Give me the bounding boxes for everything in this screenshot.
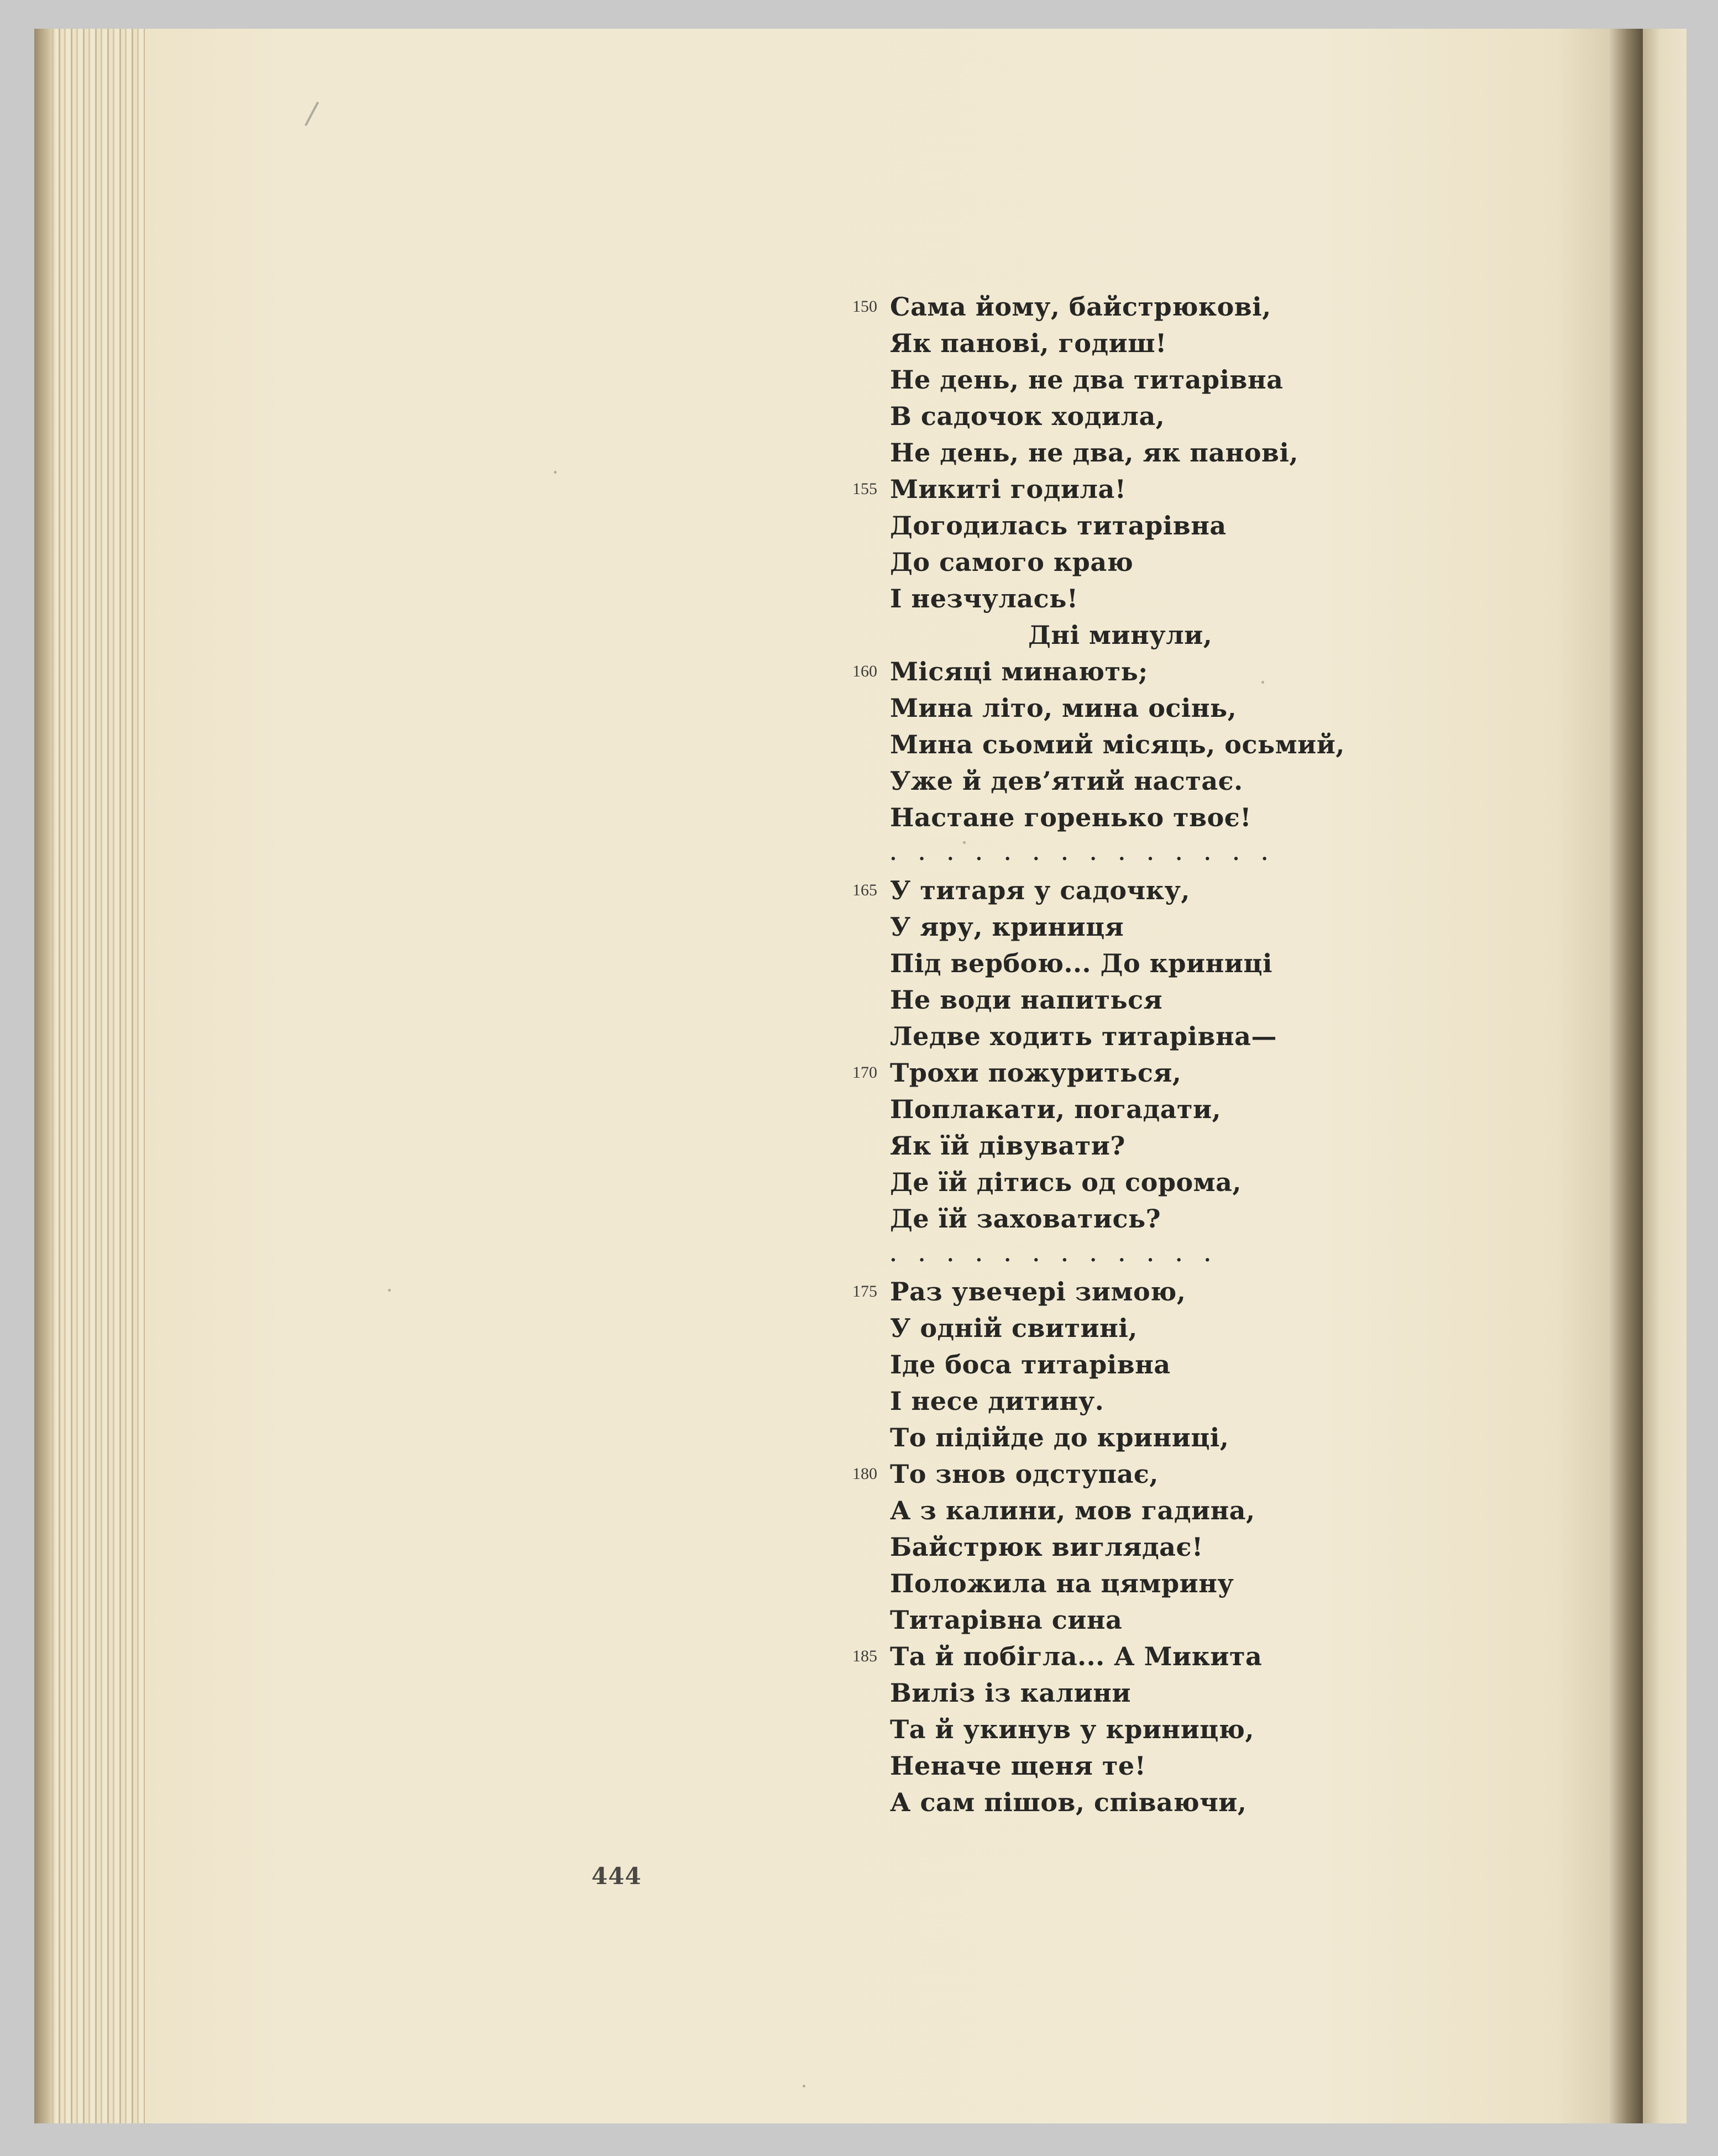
line-number: 165 <box>852 881 877 899</box>
poem-line: 160 Місяці минають; <box>890 653 1148 690</box>
scanned-book-page <box>34 29 1686 2123</box>
poem-line: Як панові, годиш! <box>890 328 1167 358</box>
line-number: 185 <box>852 1647 877 1665</box>
poem-line: До самого краю <box>890 547 1134 577</box>
line-number: 155 <box>852 480 877 498</box>
line-number: 160 <box>852 662 877 680</box>
poem-line: Положила на цямрину <box>890 1569 1234 1598</box>
poem-line: Настане горенько твоє! <box>890 802 1251 832</box>
paper-speck <box>388 1289 391 1292</box>
poem-line: 180 То знов одступає, <box>890 1456 1159 1492</box>
poem-line: Іде боса титарівна <box>890 1350 1171 1379</box>
poem-line: Уже й дев’ятий настає. <box>890 766 1243 796</box>
poem-line: Та й укинув у криницю, <box>890 1714 1254 1744</box>
poem-line: 150 Сама йому, байстрюкові, <box>890 288 1271 325</box>
poem-line: У одній свитині, <box>890 1313 1138 1343</box>
poem-line: Не води напиться <box>890 985 1163 1015</box>
poem-line: 165 У титаря у садочку, <box>890 872 1190 909</box>
line-number: 150 <box>852 297 877 316</box>
poem-line: Під вербою... До криниці <box>890 948 1272 978</box>
line-number: 170 <box>852 1063 877 1082</box>
poem-line: То підійде до криниці, <box>890 1423 1229 1452</box>
book-gutter <box>1610 29 1643 2123</box>
paper-speck <box>803 2085 805 2087</box>
poem-line: Ледве ходить титарівна— <box>890 1021 1277 1051</box>
poem-line: Дні минули, <box>1028 620 1213 650</box>
poem-line: Як їй дівувати? <box>890 1131 1125 1161</box>
ellipsis-row: . . . . . . . . . . . . <box>890 1244 1219 1266</box>
poem-line: Де їй дітись од сорома, <box>890 1167 1242 1197</box>
poem-line: Догодилась титарівна <box>890 511 1227 541</box>
poem-line: 170 Трохи пожуриться, <box>890 1055 1181 1091</box>
poem-line: А з калини, мов гадина, <box>890 1496 1255 1525</box>
ellipsis-row: . . . . . . . . . . . . . . <box>890 843 1276 865</box>
line-number: 175 <box>852 1282 877 1300</box>
page-edge-shadow <box>34 29 56 2123</box>
poem-line: Поплакати, погадати, <box>890 1094 1222 1124</box>
poem-line: Не день, не два титарівна <box>890 365 1284 395</box>
line-number: 180 <box>852 1465 877 1483</box>
poem-line: Виліз із калини <box>890 1678 1131 1708</box>
paper-speck <box>1261 681 1264 684</box>
poem-line: І несе дитину. <box>890 1386 1104 1416</box>
facing-page-edge <box>1643 29 1686 2123</box>
poem-line: Де їй заховатись? <box>890 1204 1161 1234</box>
page-number: 444 <box>591 1863 642 1890</box>
paper-speck <box>554 471 557 474</box>
poem-line: Мина сьомий місяць, осьмий, <box>890 730 1345 759</box>
poem-line: Неначе щеня те! <box>890 1751 1146 1781</box>
poem-line: Титарівна сина <box>890 1605 1123 1635</box>
poem-line: В садочок ходила, <box>890 401 1165 431</box>
poem-line: У яру, криниця <box>890 912 1124 942</box>
poem-line: Байстрюк виглядає! <box>890 1532 1203 1562</box>
poem-line: 185 Та й побігла... А Микита <box>890 1638 1262 1675</box>
poem-line: А сам пішов, співаючи, <box>890 1787 1247 1817</box>
poem-line: І незчулась! <box>890 584 1078 613</box>
poem-line: Мина літо, мина осінь, <box>890 693 1237 723</box>
poem-line: 175 Раз увечері зимою, <box>890 1273 1186 1310</box>
poem-line: 155 Микиті годила! <box>890 471 1126 507</box>
poem-line: Не день, не два, як панові, <box>890 438 1298 468</box>
pencil-mark <box>305 102 319 126</box>
